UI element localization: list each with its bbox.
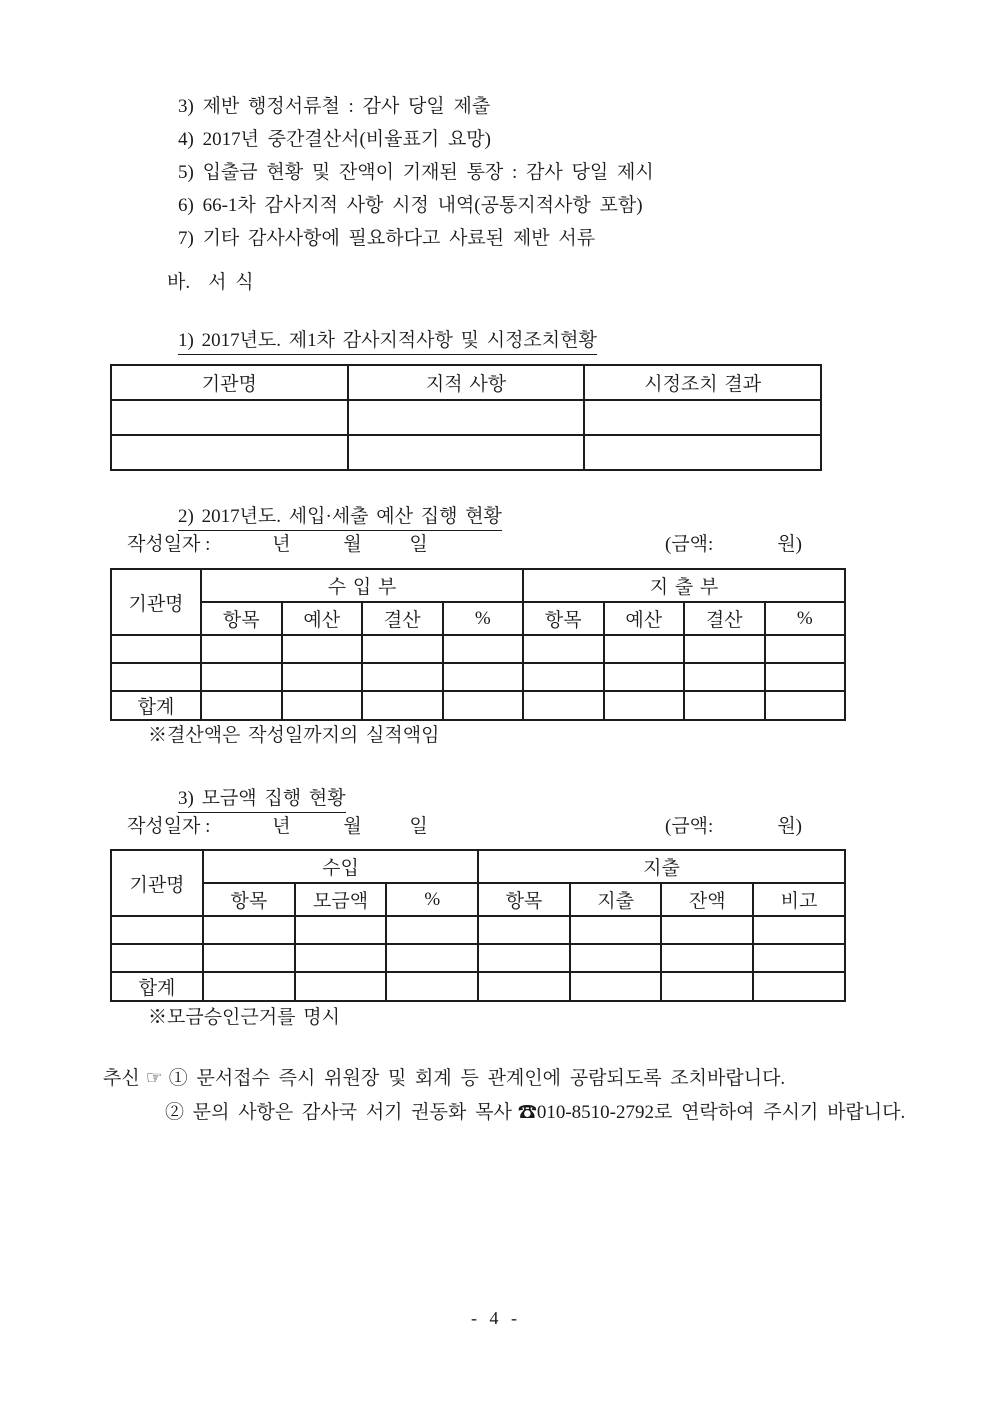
empty-cell [282,635,363,663]
col-header-settlement: 결산 [362,602,443,635]
empty-cell [348,435,585,470]
day-label: 일 [409,534,428,555]
section-title: 서 식 [208,272,256,293]
col-header-fund-amount: 모금액 [295,883,387,916]
empty-cell [362,635,443,663]
col-header-balance: 잔액 [661,883,753,916]
required-documents-list [178,90,992,255]
table-row [111,663,845,691]
empty-cell [295,944,387,972]
fundraising-execution-table [110,849,846,1002]
empty-cell [203,944,295,972]
col-header-item: 항목 [523,602,604,635]
col-header-org: 기관명 [111,850,203,916]
table-row [111,400,821,435]
date-label: 작성일자 : [127,816,211,837]
empty-cell [523,635,604,663]
postscript [103,1062,992,1130]
list-item: 6) 66-1차 감사지적 사항 시정 내역(공통지적사항 포함) [178,195,643,216]
empty-cell [348,400,585,435]
empty-cell [111,944,203,972]
empty-cell [111,400,348,435]
list-item: 4) 2017년 중간결산서(비율표기 요망) [178,129,491,150]
empty-cell [684,691,765,720]
empty-cell [111,435,348,470]
empty-cell [570,944,662,972]
group-header-income: 수 입 부 [201,569,523,602]
empty-cell [386,916,478,944]
budget-execution-table [110,568,846,721]
group-header-expense: 지 출 부 [523,569,845,602]
page-number: - 4 - [471,1308,521,1328]
col-header-remarks: 비고 [753,883,845,916]
empty-cell [362,691,443,720]
empty-cell [111,663,201,691]
list-item: 5) 입출금 현황 및 잔액이 기재된 통장 : 감사 당일 제시 [178,162,654,183]
empty-cell [386,972,478,1001]
col-header-item: 항목 [201,602,282,635]
empty-cell [478,972,570,1001]
empty-cell [753,916,845,944]
list-item: 3) 제반 행정서류철 : 감사 당일 제출 [178,96,491,117]
empty-cell [604,663,685,691]
postscript-label: 추신 [103,1068,140,1089]
empty-cell [753,944,845,972]
form3-footnote: ※모금승인근거를 명시 [148,1007,340,1028]
empty-cell [443,663,524,691]
form1-title: 1) 2017년도. 제1차 감사지적사항 및 시정조치현황 [178,329,992,355]
phone-icon: ☎ [517,1102,537,1123]
form2-title: 2) 2017년도. 세입·세출 예산 집행 현황 [178,505,992,531]
col-header-org: 기관명 [111,569,201,635]
empty-cell [386,944,478,972]
col-header-item: 항목 [203,883,295,916]
table-row [111,435,821,470]
empty-cell [584,435,821,470]
empty-cell [203,916,295,944]
pointing-hand-icon: ☞ [145,1068,163,1089]
year-label: 년 [272,534,291,555]
form2-footnote: ※결산액은 작성일까지의 실적액임 [148,725,440,746]
table-row [111,635,845,663]
empty-cell [443,691,524,720]
table-subheader-row [111,602,845,635]
empty-cell [584,400,821,435]
day-label: 일 [409,816,428,837]
empty-cell [201,635,282,663]
empty-cell [684,663,765,691]
empty-cell [201,663,282,691]
empty-cell [765,635,846,663]
empty-cell [111,635,201,663]
date-label: 작성일자 : [127,534,211,555]
total-label: 합계 [111,691,201,720]
postscript-item: 010-8510-2792로 연락하여 주시기 바랍니다. [536,1102,906,1123]
col-header-org: 기관명 [111,365,348,400]
total-label: 합계 [111,972,203,1001]
col-header-percent: % [386,883,478,916]
month-label: 월 [343,534,362,555]
empty-cell [111,916,203,944]
empty-cell [201,691,282,720]
postscript-line [103,1096,992,1130]
empty-cell [523,691,604,720]
year-label: 년 [272,816,291,837]
table-header-row [111,569,845,602]
table-header-row [111,365,821,400]
section-label: 바. [167,272,191,293]
col-header-percent: % [443,602,524,635]
empty-cell [765,663,846,691]
empty-cell [753,972,845,1001]
empty-cell [478,916,570,944]
empty-cell [661,916,753,944]
col-header-expense: 지출 [570,883,662,916]
empty-cell [765,691,846,720]
form3-dateline [127,815,845,839]
postscript-line [103,1062,992,1096]
total-row [111,691,845,720]
empty-cell [295,916,387,944]
empty-cell [443,635,524,663]
group-header-income: 수입 [203,850,478,883]
group-header-expense: 지출 [478,850,845,883]
col-header-settlement: 결산 [684,602,765,635]
table-subheader-row [111,883,845,916]
empty-cell [282,691,363,720]
table-row [111,916,845,944]
table-header-row [111,850,845,883]
section-heading [167,271,992,295]
empty-cell [684,635,765,663]
empty-cell [282,663,363,691]
empty-cell [203,972,295,1001]
form3-title: 3) 모금액 집행 현황 [178,787,992,813]
postscript-item: ② 문의 사항은 감사국 서기 권동화 목사 [165,1102,512,1123]
empty-cell [570,972,662,1001]
total-row [111,972,845,1001]
col-header-percent: % [765,602,846,635]
col-header-item: 항목 [478,883,570,916]
empty-cell [570,916,662,944]
amount-label: (금액: 원) [665,534,803,555]
col-header-budget: 예산 [604,602,685,635]
col-header-corrective-result: 시정조치 결과 [584,365,821,400]
empty-cell [295,972,387,1001]
audit-findings-table [110,364,822,471]
col-header-budget: 예산 [282,602,363,635]
table-row [111,944,845,972]
empty-cell [604,691,685,720]
col-header-finding: 지적 사항 [348,365,585,400]
form2-dateline [127,533,845,557]
postscript-item: ① 문서접수 즉시 위원장 및 회계 등 관계인에 공람되도록 조치바랍니다. [168,1068,786,1089]
empty-cell [661,944,753,972]
empty-cell [661,972,753,1001]
month-label: 월 [343,816,362,837]
empty-cell [523,663,604,691]
empty-cell [478,944,570,972]
list-item: 7) 기타 감사사항에 필요하다고 사료된 제반 서류 [178,228,596,249]
empty-cell [604,635,685,663]
empty-cell [362,663,443,691]
amount-label: (금액: 원) [665,816,803,837]
